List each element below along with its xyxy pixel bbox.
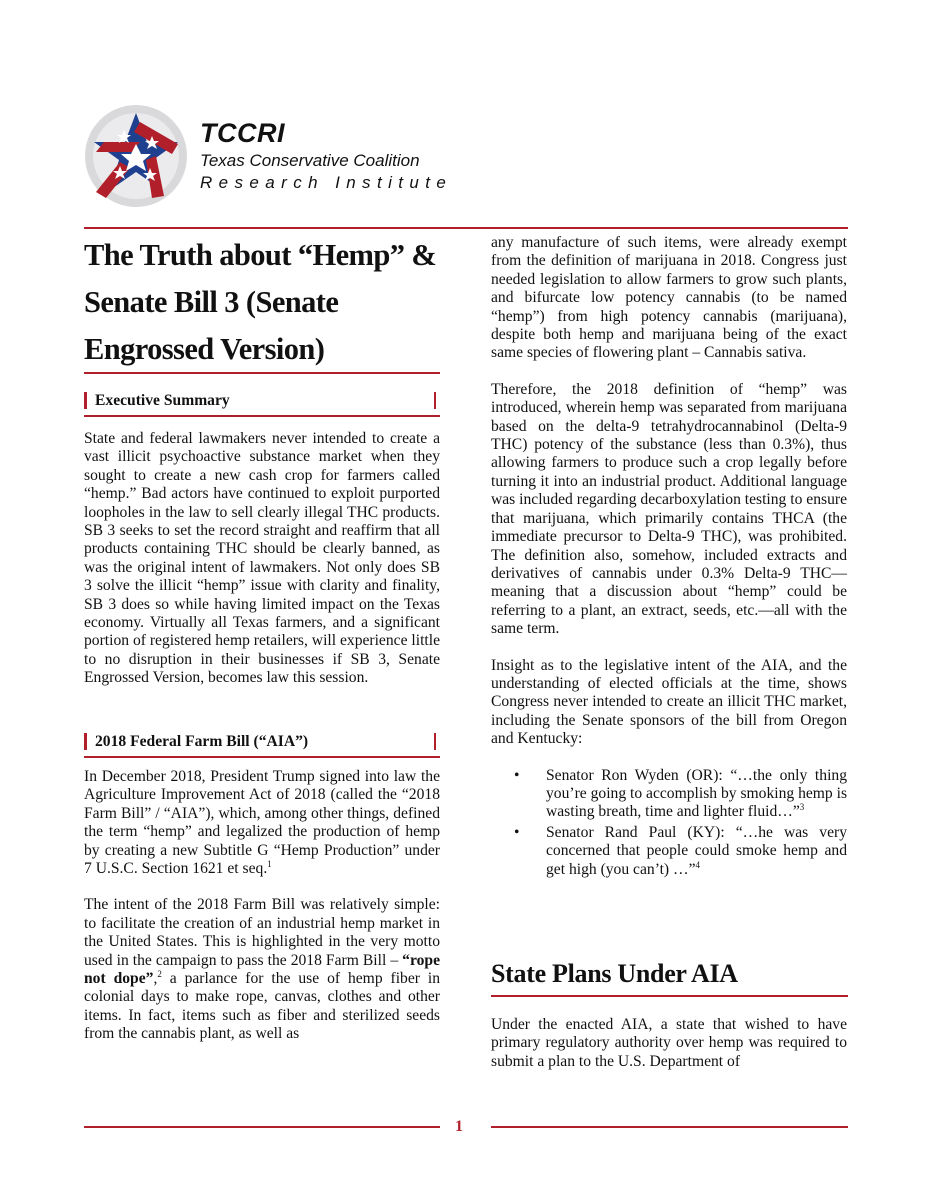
section-underline bbox=[84, 415, 440, 417]
comma: , bbox=[153, 970, 158, 988]
quote-list bbox=[491, 767, 847, 879]
paragraph: any manufacture of such items, were already exempt from the definition of marijuana in 2018. Congress just needed legislation to allow farmers to grow such plants, and bifurcate low potency cannabis (to be named “hemp”) from high potency cannabis (marijuana), despite both hemp and marijuana being of the exact same species of flowering plant – Cannabis sativa. bbox=[491, 234, 847, 362]
section-label: 2018 Federal Farm Bill (“AIA”) bbox=[95, 733, 309, 750]
tccri-logo bbox=[84, 104, 188, 208]
executive-summary-text bbox=[84, 430, 440, 706]
paragraph: Therefore, the 2018 definition of “hemp” was introduced, wherein hemp was separated from marijuana based on the delta-9 tetrahydrocannabinol (Delta-9 THC) potency of the substance (less than 0.3%), thus allowing farmers to produce such a crop legally before turning it into an industrial product. Additional language was included regarding decarboxylation testing to ensure that marijuana, which primarily contains THCA (the immediate precursor to Delta-9 THC), was prohibited. The definition also, somehow, included extracts and derivatives of cannabis under 0.3% Delta-9 THC—meaning that a discussion about “hemp” could be referring to a plant, an extract, seeds, etc.—all with the same term. bbox=[491, 380, 847, 638]
section-heading-executive-summary bbox=[84, 390, 440, 412]
right-column-text bbox=[491, 234, 847, 895]
header-divider bbox=[84, 227, 848, 229]
document-title: The Truth about “Hemp” & Senate Bill 3 (Senate Engrossed Version) bbox=[84, 238, 437, 366]
star-emblem-icon bbox=[84, 104, 188, 208]
paragraph-text: In December 2018, President Trump signed into law the Agriculture Improvement Act of 2018 (called the “2018 Farm Bill” / “AIA”), which, among other things, defined the term “hemp” and legalized the production of hemp by creating a new Subtitle G “Hemp Production” under 7 U.S.C. Section 1621 et seq. bbox=[84, 768, 440, 878]
paragraph-text: The intent of the 2018 Farm Bill was relatively simple: to facilitate the creation of an industrial hemp market in the United States. This is highlighted in the very motto used in the campaign to pass the 2018 Farm Bill – bbox=[84, 896, 440, 969]
section-heading-farm-bill bbox=[84, 731, 440, 753]
page-number: 1 bbox=[455, 1118, 463, 1135]
bold-motto: “rope not dope” bbox=[84, 951, 440, 988]
org-name-line2: Research Institute bbox=[200, 173, 453, 192]
list-item bbox=[514, 823, 847, 879]
paragraph bbox=[84, 896, 440, 1043]
bullet-icon: • bbox=[514, 766, 520, 784]
footnote-ref: 3 bbox=[799, 802, 805, 813]
quote-text: Senator Rand Paul (KY): “…he was very concerned that people could smoke hemp and get high (you can’t) …” bbox=[546, 823, 847, 878]
footer-rule-right bbox=[491, 1126, 848, 1128]
footnote-ref: 1 bbox=[267, 858, 272, 869]
farm-bill-text bbox=[84, 768, 440, 1062]
org-abbreviation: TCCRI bbox=[200, 118, 285, 148]
org-name-line1: Texas Conservative Coalition bbox=[200, 151, 420, 170]
footnote-ref: 2 bbox=[157, 968, 162, 979]
footnote-ref: 4 bbox=[695, 859, 701, 870]
section-underline bbox=[84, 756, 440, 758]
quote-text: Senator Ron Wyden (OR): “…the only thing you’re going to accomplish by smoking hemp is wasting breath, time and lighter fluid…” bbox=[546, 766, 848, 821]
section-label: Executive Summary bbox=[95, 392, 230, 409]
paragraph: State and federal lawmakers never intended to create a vast illicit psychoactive substance market when they sought to create a new cash crop for farmers called “hemp.” Bad actors have continued to exploit purported loopholes in the law to sell clearly illegal THC products. SB 3 seeks to set the record straight and reaffirm that all products containing THC should be clearly banned, as was the original intent of lawmakers. Not only does SB 3 solve the illicit “hemp” issue with clarity and finality, SB 3 does so while having limited impact on the Texas economy. Virtually all Texas farmers, and a significant portion of registered hemp retailers, will experience little to no disruption in their businesses if SB 3, Senate Engrossed Version, becomes law this session. bbox=[84, 430, 440, 687]
paragraph bbox=[84, 768, 440, 878]
title-underline bbox=[84, 372, 440, 374]
section-underline bbox=[491, 995, 848, 997]
section-heading-state-plans: State Plans Under AIA bbox=[491, 959, 738, 988]
bullet-icon: • bbox=[514, 823, 520, 841]
list-item bbox=[514, 766, 848, 822]
organization-name bbox=[200, 118, 452, 194]
state-plans-text bbox=[491, 1016, 847, 1089]
paragraph-text: a parlance for the use of hemp fiber in colonial days to make rope, canvas, clothes and other items. In fact, items such as fiber and sterilized seeds from the cannabis plant, as well as bbox=[84, 970, 441, 1043]
footer-rule-left bbox=[84, 1126, 440, 1128]
paragraph: Insight as to the legislative intent of the AIA, and the understanding of elected officials at the time, shows Congress never intended to create an illicit THC market, including the Senate sponsors of the bill from Oregon and Kentucky: bbox=[491, 656, 847, 748]
paragraph: Under the enacted AIA, a state that wished to have primary regulatory authority over hemp was required to submit a plan to the U.S. Department of bbox=[491, 1016, 847, 1070]
